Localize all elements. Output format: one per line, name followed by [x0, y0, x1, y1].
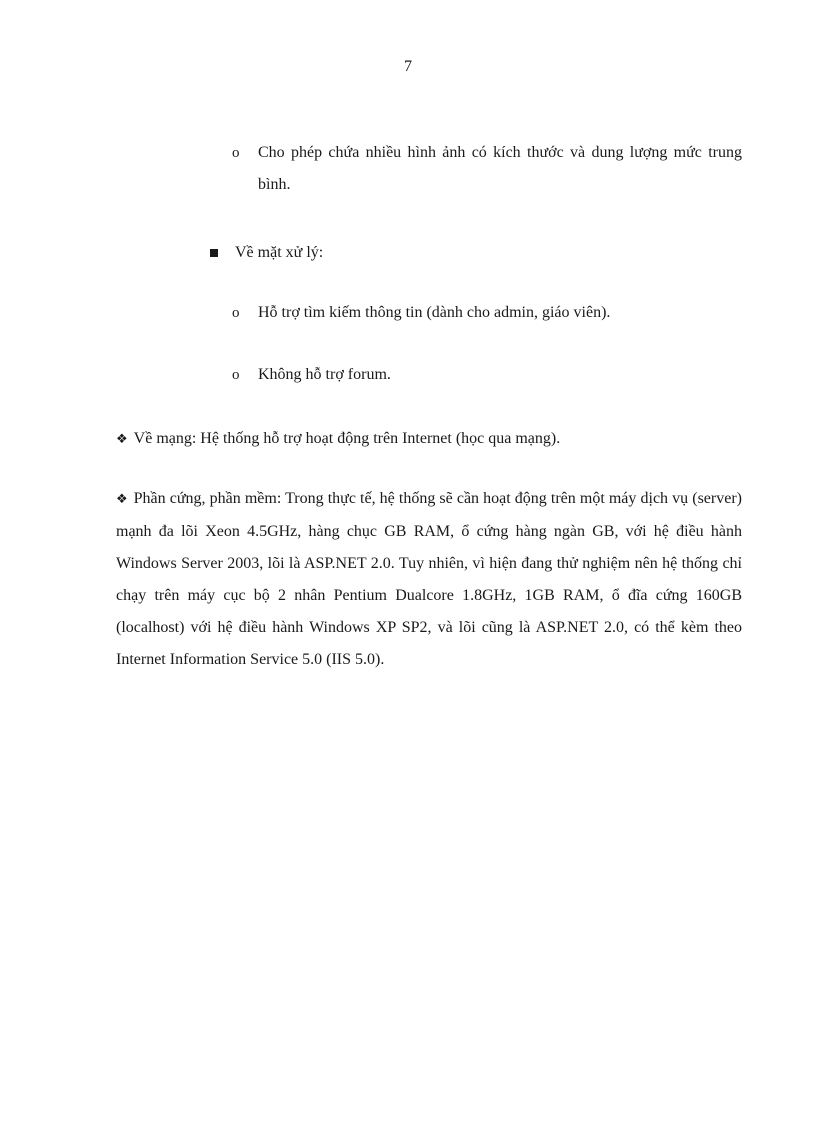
network-text: Về mạng: Hệ thống hỗ trợ hoạt động trên Internet (học qua mạng). [133, 430, 561, 447]
square-bullet-icon [210, 249, 218, 257]
processing-heading-text: Về mặt xử lý: [235, 244, 324, 261]
diamond-bullet-icon: ❖ [116, 492, 128, 507]
circle-bullet-icon: o [232, 305, 240, 321]
page-number: 7 [404, 58, 412, 75]
network-paragraph [116, 423, 742, 456]
list-item-search [232, 297, 742, 329]
forum-item-text: Không hỗ trợ forum. [258, 366, 391, 383]
search-item-text: Hỗ trợ tìm kiếm thông tin (dành cho admin, giáo viên). [258, 304, 611, 321]
hardware-paragraph [116, 483, 742, 676]
list-item-storage [232, 137, 742, 201]
hardware-text: Phần cứng, phần mềm: Trong thực tế, hệ thống sẽ cần hoạt động trên một máy dịch vụ (server) mạnh đa lõi Xeon 4.5GHz, hàng chục GB RAM, ổ cứng hàng ngàn GB, với hệ điều hành Windows Server 2003, lõi là ASP.NET 2.0. Tuy nhiên, vì hiện đang thử nghiệm nên hệ thống chỉ chạy trên máy cục bộ 2 nhân Pentium Dualcore 1.8GHz, 1GB RAM, ổ đĩa cứng 160GB (localhost) với hệ điều hành Windows XP SP2, và lõi cũng là ASP.NET 2.0, có thể kèm theo Internet Information Service 5.0 (IIS 5.0). [116, 490, 742, 668]
storage-item-text: Cho phép chứa nhiều hình ảnh có kích thước và dung lượng mức trung bình. [258, 144, 742, 193]
list-item-forum [232, 359, 742, 391]
diamond-bullet-icon: ❖ [116, 432, 128, 447]
circle-bullet-icon: o [232, 367, 240, 383]
circle-bullet-icon: o [232, 145, 240, 161]
processing-heading [210, 237, 323, 269]
